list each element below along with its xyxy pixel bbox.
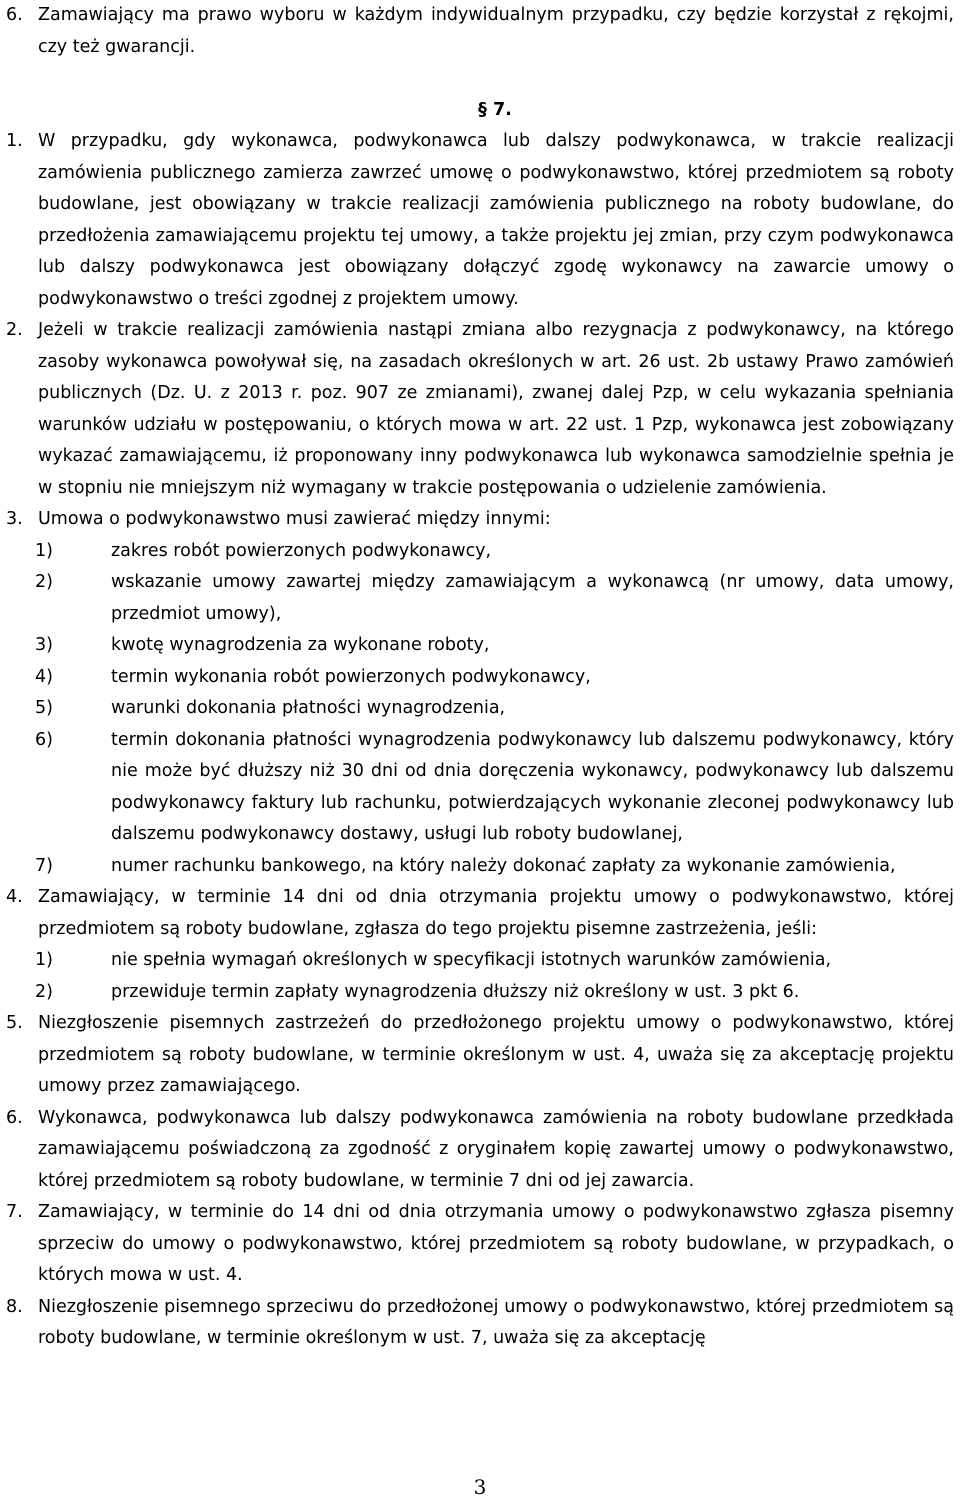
subitem-number: 1) bbox=[35, 950, 53, 970]
item-text: Niezgłoszenie pisemnych zastrzeżeń do przedłożonego projektu umowy o podwykonawstwo, której przedmiotem są roboty budowlane, w terminie określonym w ust. 4, uważa się za akceptację projektu umowy przez zamawiającego. bbox=[38, 1013, 954, 1096]
sub-list-item bbox=[35, 662, 954, 694]
subitem-number: 7) bbox=[35, 855, 53, 876]
subitem-text: termin dokonania płatności wynagrodzenia podwykonawcy lub dalszemu podwykonawcy, który nie może być dłuższy niż 30 dni od dnia doręczenia wykonawcy, podwykonawcy lub dalszemu podwykonawcy faktury lub rachunku, potwierdzających wykonanie zleconej podwykonawcy lub dalszemu podwykonawcy dostawy, usługi lub roboty budowlanej, bbox=[111, 729, 954, 844]
list-item bbox=[6, 126, 954, 315]
list-item bbox=[6, 1197, 954, 1292]
sub-list-item bbox=[35, 567, 954, 630]
list-item bbox=[6, 315, 954, 504]
item-number: 1. bbox=[6, 131, 23, 151]
subitem-text: termin wykonania robót powierzonych podwykonawcy, bbox=[111, 666, 591, 687]
sub-list-item bbox=[35, 725, 954, 851]
sub-list-item bbox=[35, 977, 954, 1009]
preamble-item bbox=[6, 0, 954, 63]
item-text: Niezgłoszenie pisemnego sprzeciwu do przedłożonej umowy o podwykonawstwo, której przedmiotem są roboty budowlane, w terminie określonym w ust. 7, uważa się za akceptację bbox=[38, 1296, 954, 1348]
section-heading: § 7. bbox=[478, 99, 512, 120]
subitem-number: 6) bbox=[35, 729, 53, 750]
subitem-text: zakres robót powierzonych podwykonawcy, bbox=[111, 540, 492, 561]
subitem-number: 2) bbox=[35, 572, 53, 592]
list-item bbox=[6, 504, 954, 536]
subitem-number: 5) bbox=[35, 698, 53, 718]
subitem-text: warunki dokonania płatności wynagrodzenia, bbox=[111, 698, 506, 718]
item-number: 3. bbox=[6, 509, 23, 529]
item-text: Zamawiający ma prawo wyboru w każdym indywidualnym przypadku, czy będzie korzystał z rękojmi, czy też gwarancji. bbox=[38, 5, 954, 57]
item-number: 4. bbox=[6, 887, 23, 907]
item-text: Umowa o podwykonawstwo musi zawierać między innymi: bbox=[38, 509, 551, 529]
item-text: W przypadku, gdy wykonawca, podwykonawca lub dalszy podwykonawca, w trakcie realizacji zamówienia publicznego zamierza zawrzeć umowę o podwykonawstwo, której przedmiotem są roboty budowlane, jest obowiązany w trakcie realizacji zamówienia publicznego na roboty budowlane, do przedłożenia zamawiającemu projektu tej umowy, a także projektu jej zmian, przy czym podwykonawca lub dalszy podwykonawca jest obowiązany dołączyć zgodę wykonawcy na zawarcie umowy o podwykonawstwo o treści zgodnej z projektem umowy. bbox=[38, 131, 954, 309]
item-number: 8. bbox=[6, 1296, 23, 1317]
item-text: Wykonawca, podwykonawca lub dalszy podwykonawca zamówienia na roboty budowlane przedkłada zamawiającemu poświadczoną za zgodność z oryginałem kopię zawartej umowy o podwykonawstwo, której przedmiotem są roboty budowlane, w terminie 7 dni od jej zawarcia. bbox=[38, 1107, 954, 1191]
sub-list-item bbox=[35, 630, 954, 662]
sub-list-item bbox=[35, 693, 954, 725]
subitem-number: 3) bbox=[35, 635, 53, 655]
subitem-number: 2) bbox=[35, 981, 53, 1002]
item-text: Zamawiający, w terminie do 14 dni od dnia otrzymania umowy o podwykonawstwo zgłasza pisemny sprzeciw do umowy o podwykonawstwo, której przedmiotem są roboty budowlane, w przypadkach, o których mowa w ust. 4. bbox=[38, 1202, 954, 1285]
item-text: Jeżeli w trakcie realizacji zamówienia nastąpi zmiana albo rezygnacja z podwykonawcy, na którego zasoby wykonawca powoływał się, na zasadach określonych w art. 26 ust. 2b ustawy Prawo zamówień publicznych (Dz. U. z 2013 r. poz. 907 ze zmianami), zwanej dalej Pzp, w celu wykazania spełniania warunków udziału w postępowaniu, o których mowa w art. 22 ust. 1 Pzp, wykonawca jest zobowiązany wykazać zamawiającemu, iż proponowany inny podwykonawca lub wykonawca samodzielnie spełnia je w stopniu nie mniejszym niż wymagany w trakcie postępowania o udzielenie zamówienia. bbox=[38, 320, 954, 498]
list-item bbox=[6, 1292, 954, 1355]
subitem-text: numer rachunku bankowego, na który należy dokonać zapłaty za wykonanie zamówienia, bbox=[111, 855, 896, 876]
items-list bbox=[6, 126, 954, 1355]
subitem-number: 1) bbox=[35, 540, 53, 561]
page-number: 3 bbox=[473, 1475, 487, 1499]
list-item bbox=[6, 882, 954, 945]
subitem-text: przewiduje termin zapłaty wynagrodzenia dłuższy niż określony w ust. 3 pkt 6. bbox=[111, 981, 800, 1002]
document-body bbox=[6, 0, 954, 1355]
item-number: 2. bbox=[6, 320, 23, 340]
subitem-text: wskazanie umowy zawartej między zamawiającym a wykonawcą (nr umowy, data umowy, przedmiot umowy), bbox=[111, 572, 954, 624]
sub-list-item bbox=[35, 851, 954, 883]
list-item bbox=[6, 1103, 954, 1198]
sub-list-item bbox=[35, 945, 954, 977]
item-text: Zamawiający, w terminie 14 dni od dnia otrzymania projektu umowy o podwykonawstwo, której przedmiotem są roboty budowlane, zgłasza do tego projektu pisemne zastrzeżenia, jeśli: bbox=[38, 887, 954, 939]
subitem-text: kwotę wynagrodzenia za wykonane roboty, bbox=[111, 635, 490, 655]
list-item bbox=[6, 1008, 954, 1103]
sub-list-item bbox=[35, 536, 954, 568]
subitem-text: nie spełnia wymagań określonych w specyfikacji istotnych warunków zamówienia, bbox=[111, 950, 832, 970]
item-number: 7. bbox=[6, 1202, 23, 1222]
item-number: 5. bbox=[6, 1013, 23, 1033]
item-number: 6. bbox=[6, 1107, 23, 1128]
subitem-number: 4) bbox=[35, 666, 53, 687]
item-number: 6. bbox=[6, 5, 23, 25]
